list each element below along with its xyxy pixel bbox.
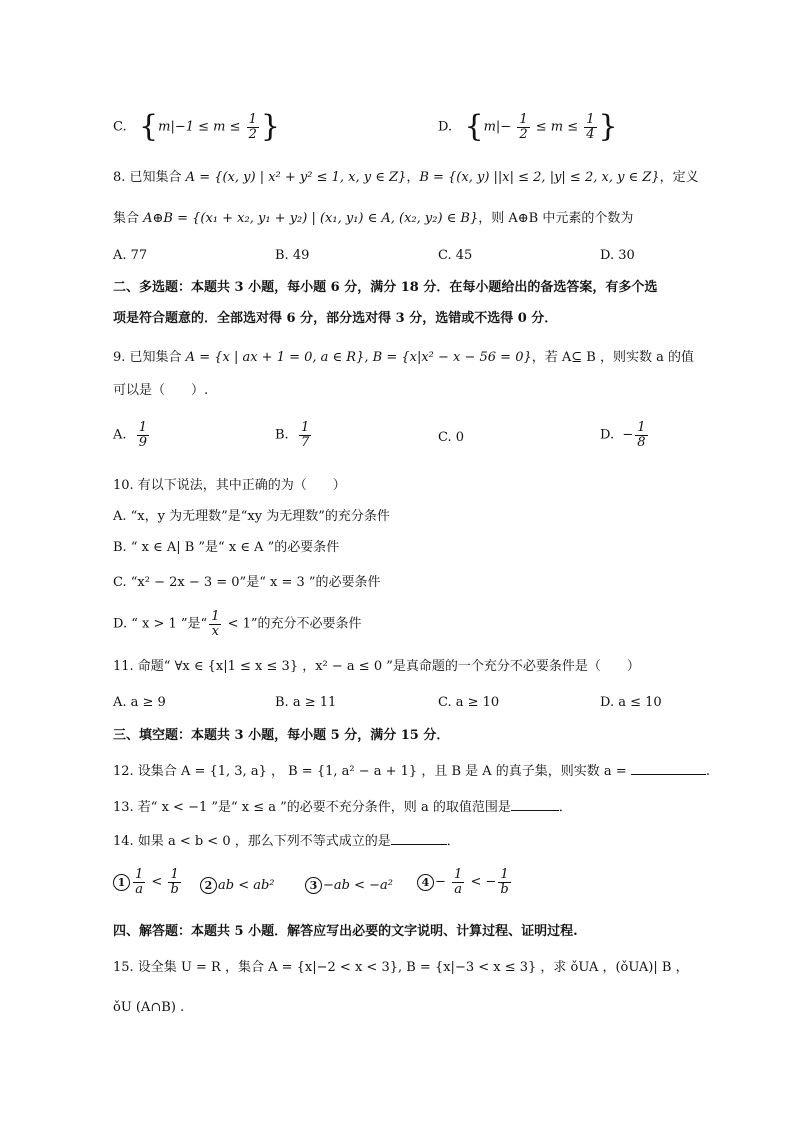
q14-line xyxy=(113,832,460,852)
q9-line-1 xyxy=(113,348,694,368)
numerator: 1 xyxy=(248,111,257,127)
q10-option-b: B. “ x ∈ A| B ”是“ x ∈ A ”的必要条件 xyxy=(113,540,340,555)
option-label: D. xyxy=(438,119,453,135)
inequality: −ab < −a² xyxy=(323,878,393,893)
numerator: 1 xyxy=(168,868,180,883)
q15-line-2: ǒU (A∩B) . xyxy=(113,1000,185,1015)
q8-line-2 xyxy=(113,209,633,229)
numerator: 1 xyxy=(454,867,463,882)
fraction xyxy=(635,421,647,449)
minus-sign: − xyxy=(435,874,451,890)
numerator: 1 xyxy=(586,111,595,127)
denominator: 8 xyxy=(637,434,646,450)
right-brace: } xyxy=(598,109,618,144)
denominator: 9 xyxy=(138,434,148,450)
period: ． xyxy=(558,800,572,815)
denominator: 2 xyxy=(519,126,528,142)
q11-option-c: C. a ≥ 10 xyxy=(438,695,500,710)
numerator: 1 xyxy=(637,420,646,435)
q13-line xyxy=(113,798,572,818)
q8-option-c: C. 45 xyxy=(438,248,473,263)
numerator: 1 xyxy=(135,867,144,882)
denominator: a xyxy=(454,881,463,897)
q9-tail: ，若 A⊆ B ，则实数 a 的值 xyxy=(531,350,695,365)
q14-option-1 xyxy=(113,868,183,896)
fraction xyxy=(137,421,149,449)
q12-text: 12. 设集合 A = {1, 3, a} ， B = {1, a² − a + 1} ，且 B 是 A 的真子集，则实数 a = xyxy=(113,764,631,779)
q9-option-a xyxy=(113,421,151,449)
minus-sign: − xyxy=(622,427,634,443)
q14-option-2 xyxy=(200,876,275,896)
denominator: b xyxy=(500,881,509,897)
q10-option-a: A. “x，y 为无理数”是“xy 为无理数”的充分条件 xyxy=(113,509,390,524)
circled-number-3: 3 xyxy=(305,877,322,894)
numerator: 1 xyxy=(138,420,148,435)
q8-line-1 xyxy=(113,168,699,188)
left-brace: { xyxy=(139,109,159,144)
q8-intro-2: 集合 xyxy=(113,211,144,226)
q12-line xyxy=(113,762,710,782)
period: . xyxy=(705,764,710,779)
fraction xyxy=(299,421,311,449)
fraction xyxy=(168,868,180,896)
set-expression: m|−1 ≤ m ≤ xyxy=(158,119,245,135)
numerator: 1 xyxy=(211,609,220,624)
q10-option-c: C. “x² − 2x − 3 = 0”是“ x = 3 ”的必要条件 xyxy=(113,575,381,590)
q8-set-a: A = {(x, y) | x² + y² ≤ 1, x, y ∈ Z} xyxy=(185,170,407,185)
circled-number-4: 4 xyxy=(417,874,434,891)
q11-stem: 11. 命题“ ∀x ∈ {x|1 ≤ x ≤ 3} ，x² − a ≤ 0 ”是真命题的一个充分不必要条件是（ ） xyxy=(113,659,640,674)
denominator: b xyxy=(170,881,179,897)
q10-stem: 10. 有以下说法，其中正确的为（ ） xyxy=(113,478,346,493)
period: ． xyxy=(446,834,460,849)
answer-blank[interactable] xyxy=(511,810,559,811)
q8-option-d: D. 30 xyxy=(600,248,635,263)
less-than: < xyxy=(147,874,167,890)
q8-question: ，则 A⊕B 中元素的个数为 xyxy=(478,211,634,226)
set-expression: m|− xyxy=(483,119,516,135)
q7-option-d xyxy=(438,109,618,144)
answer-blank[interactable] xyxy=(631,774,706,775)
section-2-heading: 二、多选题：本题共 3 小题，每小题 6 分，满分 18 分．在每小题给出的备选答案，有多个选 xyxy=(113,280,658,295)
set-expression: ≤ m ≤ xyxy=(531,119,583,135)
fraction xyxy=(209,610,221,638)
denominator: 2 xyxy=(248,126,257,142)
section-4-heading: 四、解答题：本题共 5 小题．解答应写出必要的文字说明、计算过程、证明过程. xyxy=(113,924,578,939)
q7-option-c xyxy=(113,109,281,144)
fraction xyxy=(517,113,529,141)
q14-option-3 xyxy=(305,876,393,896)
q9-line-2: 可以是（ ）. xyxy=(113,383,209,398)
q8-option-b: B. 49 xyxy=(275,248,310,263)
q8-definition: A⊕B = {(x₁ + x₂, y₁ + y₂) | (x₁, y₁) ∈ A, (x₂, y₂) ∈ B} xyxy=(143,211,479,226)
numerator: 1 xyxy=(519,111,528,127)
right-brace: } xyxy=(260,109,281,144)
circled-number-2: 2 xyxy=(200,877,217,894)
q15-line-1: 15. 设全集 U = R ，集合 A = {x|−2 < x < 3}, B = {x|−3 < x ≤ 3} ，求 ǒUA ，(ǒUA)| B ， xyxy=(113,960,689,975)
section-2-instructions: 项是符合题意的．全部选对得 6 分，部分选对得 3 分，选错或不选得 0 分． xyxy=(113,311,558,326)
option-label: B. xyxy=(275,427,289,443)
q11-option-a: A. a ≥ 9 xyxy=(113,695,166,710)
q9-sets: A = {x | ax + 1 = 0, a ∈ R}, B = {x|x² − x − 56 = 0} xyxy=(185,350,532,365)
q8-set-b: B = {(x, y) ||x| ≤ 2, |y| ≤ 2, x, y ∈ Z} xyxy=(419,170,660,185)
fraction xyxy=(498,868,510,896)
q8-option-a: A. 77 xyxy=(113,248,148,263)
q9-intro: 9. 已知集合 xyxy=(113,350,186,365)
q8-intro: 8. 已知集合 xyxy=(113,170,186,185)
q14-option-4 xyxy=(417,868,513,896)
q11-option-b: B. a ≥ 11 xyxy=(275,695,337,710)
option-label: C. xyxy=(113,119,127,135)
q14-text: 14. 如果 a < b < 0 ，那么下列不等式成立的是 xyxy=(113,834,391,849)
q11-option-d: D. a ≤ 10 xyxy=(600,695,662,710)
q10-d-suffix: < 1”的充分不必要条件 xyxy=(223,616,362,632)
q10-option-d xyxy=(113,610,362,638)
circled-number-1: 1 xyxy=(113,874,130,891)
numerator: 1 xyxy=(300,420,310,435)
fraction xyxy=(584,113,596,141)
q9-option-b xyxy=(275,421,313,449)
fraction xyxy=(452,868,464,896)
denominator: x xyxy=(211,623,219,639)
fraction xyxy=(247,113,259,141)
denominator: 4 xyxy=(586,126,595,142)
option-label: A. xyxy=(113,427,127,443)
q13-text: 13. 若“ x < −1 ”是“ x ≤ a ”的必要不充分条件，则 a 的取值范围是 xyxy=(113,800,511,815)
option-label: D. xyxy=(600,427,615,443)
less-than: < − xyxy=(466,874,497,890)
left-brace: { xyxy=(464,109,484,144)
denominator: 7 xyxy=(300,434,310,450)
inequality: ab < ab² xyxy=(218,878,275,893)
answer-blank[interactable] xyxy=(391,844,447,845)
comma: ， xyxy=(406,170,420,185)
q9-option-d xyxy=(600,421,650,449)
numerator: 1 xyxy=(498,868,510,883)
q10-d-prefix: D. “ x > 1 ”是“ xyxy=(113,616,208,632)
q9-option-c: C. 0 xyxy=(438,430,465,445)
denominator: a xyxy=(135,881,144,897)
fraction xyxy=(133,868,145,896)
section-3-heading: 三、填空题：本题共 3 小题，每小题 5 分，满分 15 分． xyxy=(113,728,450,743)
q8-tail: ，定义 xyxy=(659,170,699,185)
